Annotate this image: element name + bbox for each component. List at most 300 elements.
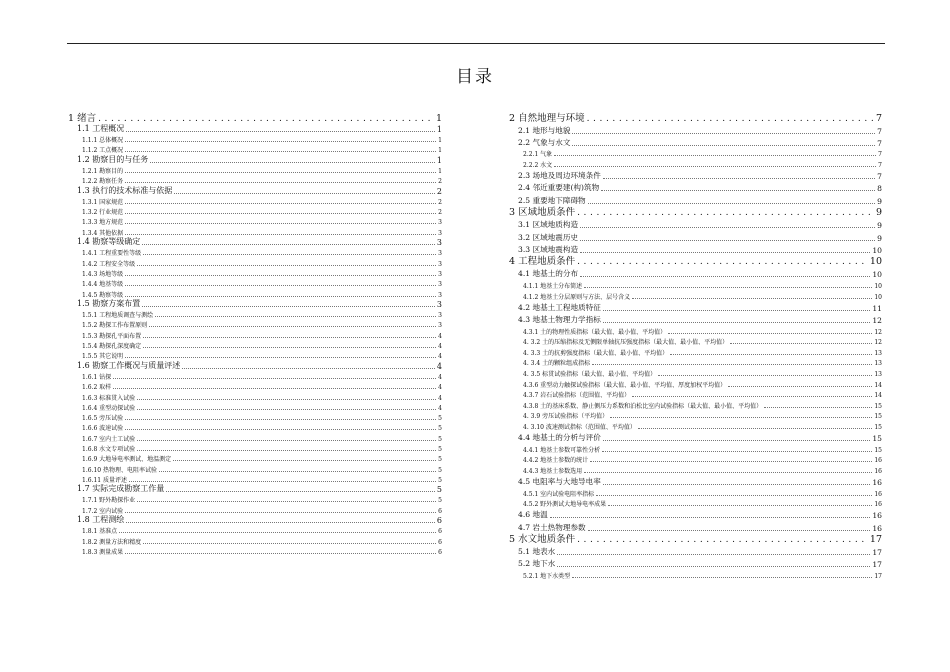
toc-leader-dots [728,386,872,387]
toc-entry[interactable] [68,144,442,154]
toc-entry[interactable] [68,247,442,257]
toc-entry-page: 7 [878,151,882,159]
toc-entry[interactable] [509,255,882,268]
toc-leader-dots [572,145,875,146]
toc-leader-dots [577,257,868,267]
toc-entry-label: 4.3.8 土的基床系数、静止侧压力系数和泊松比室内试验指标（最大值、最小值、平均值） [523,402,763,410]
toc-entry[interactable] [68,402,442,412]
toc-leader-dots [632,298,872,299]
toc-leader-dots [125,512,436,513]
toc-entry-label: 4. 3.5 标贯试验指标（最大值、最小值、平均值） [523,370,657,378]
toc-entry-label: 1.6.1 钻探 [82,373,112,381]
toc-entry-label: 4. 3.10 波速测试指标（范围值、平均值） [523,423,636,431]
toc-entry-label: 1.1.1 总体概况 [82,137,124,145]
toc-entry[interactable] [509,454,882,465]
toc-leader-dots [125,553,436,554]
toc-entry-page: 3 [438,322,442,330]
toc-leader-dots [149,326,436,327]
toc-entry-page: 13 [874,370,882,378]
toc-entry-page: 1 [438,167,442,175]
toc-entry-label: 1.2.1 勘察目的 [82,167,124,175]
toc-entry[interactable] [509,124,882,136]
toc-entry[interactable] [509,431,882,443]
toc-entry[interactable] [509,230,882,242]
toc-leader-dots [577,208,874,218]
toc-entry[interactable] [509,279,882,290]
toc-entry-label: 4.3.6 重型动力触探试验指标（最大值、最小值、平均值、厚度加权平均值） [523,381,727,389]
toc-leader-dots [587,114,874,124]
toc-leader-dots [603,322,870,323]
toc-entry-label: 1.4.3 场地等级 [82,270,124,278]
toc-entry-page: 5 [438,466,442,474]
toc-entry[interactable] [68,504,442,514]
toc-entry[interactable] [68,206,442,216]
toc-leader-dots [159,471,436,472]
toc-leader-dots [638,428,872,429]
toc-entry-label: 2.1 地形与地貌 [518,125,571,135]
toc-entry[interactable] [509,148,882,159]
toc-entry-label: 1.2.2 勘察任务 [82,178,124,186]
toc-entry-label: 4.4 地基土的分析与评价 [518,433,601,443]
toc-leader-dots [137,440,436,441]
toc-entry-page: 6 [438,538,442,546]
toc-leader-dots [550,517,871,518]
toc-entry[interactable] [509,181,882,193]
toc-entry-page: 4 [436,361,442,371]
toc-entry-page: 8 [877,184,882,194]
toc-entry-page: 16 [872,523,882,533]
toc-entry[interactable] [68,391,442,401]
toc-entry-page: 5 [438,446,442,453]
toc-entry-label: 1.1.2 工点概况 [82,147,124,155]
toc-entry-page: 10 [874,293,882,301]
toc-entry-label: 5 水文地质条件 [509,534,576,546]
toc-leader-dots [580,227,875,228]
toc-entry-page: 4 [438,373,442,381]
toc-entry-label: 1.6.4 重型动探试验 [82,404,136,412]
toc-entry-label: 1.6.9 大地导电率测试、地温测定 [82,456,172,464]
toc-left-column [68,111,442,556]
toc-entry[interactable] [68,216,442,226]
toc-leader-dots [173,460,436,461]
toc-leader-dots [137,450,436,451]
toc-entry-page: 7 [875,112,882,124]
toc-entry-page: 10 [874,282,882,290]
toc-entry[interactable] [68,381,442,391]
toc-entry[interactable] [68,422,442,432]
toc-entry-label: 4.5.1 室内试验电阻率指标 [523,490,595,498]
toc-entry-page: 3 [438,281,442,289]
toc-entry-label: 2.5 重要地下障碍物 [518,195,586,205]
toc-entry-page: 16 [874,467,882,475]
toc-entry-label: 1.2 勘察目的与任务 [77,154,149,164]
toc-entry-label: 1.6.10 热物理、电阻率试验 [82,466,157,474]
toc-leader-dots [174,193,435,194]
toc-entry-label: 1.8.2 测量方法和精度 [82,538,142,546]
toc-entry[interactable] [68,124,442,134]
toc-entry-label: 2.2.1 气象 [523,151,553,159]
toc-leader-dots [137,501,436,502]
toc-entry[interactable] [68,226,442,236]
toc-entry-label: 5.1 地表水 [518,547,556,557]
toc-leader-dots [129,481,436,482]
toc-entry-label: 1.5.5 其它说明 [82,353,124,361]
toc-entry-page: 1 [438,147,442,155]
toc-entry[interactable] [509,136,882,148]
toc-entry-page: 9 [877,233,882,243]
toc-leader-dots [125,182,436,183]
toc-entry[interactable] [68,494,442,504]
toc-leader-dots [557,554,870,555]
toc-entry-page: 4 [438,384,442,392]
toc-entry-page: 4 [438,343,442,351]
toc-entry-page: 9 [877,221,882,231]
toc-leader-dots [150,162,435,163]
toc-entry[interactable] [509,569,882,580]
toc-entry[interactable] [509,218,882,230]
toc-entry[interactable] [509,290,882,301]
toc-entry-label: 1.6.3 标准贯入试验 [82,394,136,402]
toc-leader-dots [119,532,436,533]
toc-leader-dots [137,265,436,266]
toc-leader-dots [730,343,872,344]
toc-entry[interactable] [68,257,442,267]
toc-entry[interactable] [509,346,882,357]
toc-entry-page: 5 [438,435,442,443]
toc-leader-dots [125,275,436,276]
toc-entry[interactable] [509,206,882,219]
toc-leader-dots [125,213,436,214]
toc-leader-dots [670,354,872,355]
toc-entry[interactable] [509,545,882,557]
toc-entry-page: 13 [874,360,882,368]
toc-leader-dots [125,296,436,297]
toc-leader-dots [584,472,872,473]
toc-entry-page: 6 [438,528,442,536]
toc-leader-dots [590,461,872,462]
toc-entry[interactable] [68,165,442,175]
toc-entry[interactable] [68,196,442,206]
toc-entry-label: 4. 3.3 土的抗剪强度指标（最大值、最小值、平均值） [523,349,669,357]
toc-leader-dots [764,407,872,408]
toc-entry-label: 2.2 气象与水文 [518,137,571,147]
toc-leader-dots [603,440,870,441]
toc-entry[interactable] [68,443,442,453]
toc-entry-label: 1 绪言 [68,112,97,124]
toc-leader-dots [125,429,436,430]
toc-entry-page: 5 [438,425,442,433]
toc-entry-label: 4.4.2 地基土参数的统计 [523,457,589,465]
toc-entry-label: 1.7 实际完成勘察工作量 [77,484,165,494]
toc-entry-page: 1 [436,124,442,134]
toc-entry[interactable] [509,533,882,546]
toc-entry-page: 17 [872,548,882,558]
toc-entry-page: 7 [877,172,882,182]
toc-entry[interactable] [68,474,442,484]
toc-leader-dots [143,337,436,338]
toc-entry-label: 1.8 工程测绘 [77,515,125,525]
toc-entry[interactable] [68,525,442,535]
toc-leader-dots [603,310,870,311]
toc-entry-label: 4.7 岩土热物理参数 [518,522,586,532]
toc-entry-label: 3.3 区域地震构造 [518,244,579,254]
toc-entry-page: 2 [438,178,442,186]
toc-entry-label: 1.4.1 工程重要性等级 [82,250,142,258]
toc-entry[interactable] [509,487,882,498]
toc-entry-label: 4.5 电阻率与大地导电率 [518,477,601,487]
toc-entry-page: 1 [438,137,442,145]
toc-leader-dots [584,287,872,288]
toc-entry-page: 1 [436,155,442,165]
toc-entry[interactable] [509,243,882,255]
toc-entry-page: 17 [869,534,882,546]
toc-entry-page: 15 [872,434,882,444]
toc-entry-page: 4 [438,353,442,361]
toc-leader-dots [142,306,435,307]
toc-entry-label: 4. 3.9 旁压试验指标（平均值） [523,413,609,421]
toc-entry-page: 7 [877,138,882,148]
toc-entry-label: 2.2.2 水文 [523,162,553,170]
toc-entry-label: 1.3.4 其他依据 [82,229,124,237]
toc-entry[interactable] [68,134,442,144]
toc-entry-label: 2.4 邻近重要建(构)筑物 [518,183,600,193]
toc-entry-label: 3 区域地质条件 [509,207,576,219]
toc-entry-label: 1.4 勘察等级确定 [77,237,141,247]
toc-entry-page: 5 [438,456,442,464]
toc-right-column [509,111,882,580]
toc-leader-dots [98,114,434,124]
toc-entry-page: 3 [438,270,442,278]
toc-entry-label: 1.4.2 工程安全等级 [82,260,136,268]
toc-entry-label: 4.5.2 野外测试大地导电率成果 [523,501,607,509]
toc-entry-label: 1.3.3 地方规范 [82,219,124,227]
toc-leader-dots [155,316,436,317]
toc-entry-page: 1 [435,112,442,124]
toc-leader-dots [602,451,872,452]
toc-entry[interactable] [509,313,882,325]
toc-entry-page: 6 [438,548,442,556]
toc-entry-page: 12 [872,315,882,325]
toc-entry-page: 14 [874,381,882,389]
toc-leader-dots [572,133,875,134]
toc-entry[interactable] [68,546,442,556]
toc-leader-dots [610,417,872,418]
toc-leader-dots [601,190,875,191]
toc-entry[interactable] [509,498,882,509]
toc-entry[interactable] [509,357,882,368]
toc-leader-dots [125,141,436,142]
toc-leader-dots [126,522,435,523]
toc-entry-page: 17 [874,573,882,581]
toc-entry[interactable] [68,237,442,247]
toc-entry[interactable] [68,371,442,381]
toc-leader-dots [143,254,436,255]
toc-entry-page: 6 [438,507,442,515]
toc-entry-page: 15 [874,413,882,421]
toc-entry-label: 1.8.3 测量成果 [82,548,124,556]
toc-entry[interactable] [509,443,882,454]
toc-leader-dots [143,347,436,348]
toc-entry-page: 15 [874,423,882,431]
toc-entry-label: 1.5 勘察方案布置 [77,298,141,308]
toc-entry-label: 1.6.11 质量评述 [82,476,127,484]
toc-leader-dots [143,543,436,544]
toc-entry-label: 3.1 区域地质构造 [518,220,579,230]
toc-entry-label: 1.1 工程概况 [77,123,125,133]
toc-entry-label: 1.6.6 波速试验 [82,425,124,433]
toc-entry-page: 15 [874,402,882,410]
toc-leader-dots [125,234,436,235]
toc-entry-label: 1.5.2 勘探工作布置原则 [82,322,148,330]
toc-leader-dots [113,388,436,389]
toc-leader-dots [603,484,870,485]
toc-entry[interactable] [68,299,442,309]
toc-entry[interactable] [68,309,442,319]
toc-entry[interactable] [509,410,882,421]
toc-entry-page: 16 [874,501,882,509]
toc-entry-page: 5 [438,476,442,484]
toc-entry[interactable] [509,367,882,378]
toc-entry-label: 1.6.8 水文专项试验 [82,446,136,453]
toc-entry[interactable] [509,301,882,313]
toc-entry-page: 16 [874,457,882,465]
toc-leader-dots [572,577,872,578]
header-rule [67,43,885,44]
toc-entry-page: 3 [438,250,442,258]
toc-entry-page: 16 [872,511,882,521]
toc-entry[interactable] [509,158,882,169]
toc-entry[interactable] [68,360,442,370]
toc-entry[interactable] [68,175,442,185]
toc-entry[interactable] [68,463,442,473]
toc-entry-page: 5 [436,485,442,495]
toc-entry-label: 4.3.7 岩石试验指标（范围值、平均值） [523,392,631,400]
toc-leader-dots [632,396,872,397]
toc-leader-dots [125,203,436,204]
toc-entry-label: 1.6.5 旁压试验 [82,415,124,423]
toc-entry-page: 10 [872,270,882,280]
toc-entry-page: 15 [874,446,882,454]
toc-entry[interactable] [68,453,442,463]
toc-entry-page: 2 [436,186,442,196]
toc-entry-label: 4.1.1 地基土分布简述 [523,282,583,290]
toc-entry-page: 13 [874,349,882,357]
toc-leader-dots [166,491,435,492]
toc-entry-page: 3 [438,291,442,299]
toc-entry-page: 7 [877,126,882,136]
toc-leader-dots [668,333,872,334]
toc-leader-dots [182,368,435,369]
toc-entry-page: 5 [438,415,442,423]
toc-entry[interactable] [509,557,882,569]
toc-leader-dots [125,357,436,358]
toc-entry-label: 1.3.1 国家规范 [82,198,124,206]
toc-entry-label: 1.3.2 行业规范 [82,209,124,217]
toc-entry-page: 3 [438,312,442,320]
toc-entry[interactable] [509,508,882,520]
toc-entry-label: 4.4.1 地基土参数可靠性分析 [523,446,601,454]
toc-entry[interactable] [68,484,442,494]
toc-entry-page: 2 [438,198,442,206]
toc-entry[interactable] [68,268,442,278]
toc-leader-dots [588,530,871,531]
toc-entry-page: 3 [438,229,442,237]
toc-entry[interactable] [68,535,442,545]
toc-entry[interactable] [509,399,882,410]
toc-entry[interactable] [509,193,882,205]
toc-entry[interactable] [509,464,882,475]
toc-leader-dots [126,131,435,132]
toc-entry[interactable] [509,520,882,532]
toc-entry-label: 2 自然地理与环境 [509,112,585,124]
toc-entry[interactable] [68,412,442,422]
toc-leader-dots [554,166,876,167]
toc-entry-label: 1.6.2 取样 [82,384,112,392]
toc-leader-dots [125,223,436,224]
toc-entry-label: 5.2.1 地下水类型 [523,573,571,581]
toc-entry[interactable] [509,378,882,389]
toc-entry-page: 9 [875,207,882,219]
toc-entry[interactable] [68,154,442,164]
toc-leader-dots [557,566,870,567]
toc-entry[interactable] [68,185,442,195]
toc-leader-dots [125,419,436,420]
toc-entry[interactable] [68,288,442,298]
toc-leader-dots [592,364,872,365]
toc-entry[interactable] [68,319,442,329]
toc-entry-label: 4.6 地温 [518,510,548,520]
toc-entry-label: 1.4.5 勘察等级 [82,291,124,299]
toc-entry[interactable] [509,389,882,400]
toc-entry-label: 5.2 地下水 [518,559,556,569]
toc-entry[interactable] [509,111,882,124]
toc-entry-page: 3 [436,238,442,248]
toc-entry[interactable] [68,350,442,360]
toc-entry-label: 4 工程地质条件 [509,256,576,268]
toc-entry-page: 9 [877,196,882,206]
toc-leader-dots [137,399,436,400]
toc-leader-dots [577,535,868,545]
toc-entry[interactable] [68,278,442,288]
toc-entry-label: 1.8.1 基准点 [82,528,118,536]
toc-entry[interactable] [509,336,882,347]
toc-entry[interactable] [68,432,442,442]
toc-entry[interactable] [68,329,442,339]
toc-leader-dots [658,375,872,376]
toc-entry-page: 12 [874,339,882,347]
toc-entry-page: 14 [874,392,882,400]
toc-entry[interactable] [509,325,882,336]
toc-entry[interactable] [509,420,882,431]
toc-leader-dots [142,244,435,245]
toc-entry[interactable] [509,267,882,279]
toc-leader-dots [137,409,436,410]
toc-entry-page: 5 [438,497,442,505]
toc-leader-dots [596,495,872,496]
toc-entry-page: 10 [872,245,882,255]
toc-entry-page: 6 [436,516,442,526]
toc-entry-page: 3 [438,260,442,268]
toc-leader-dots [580,276,870,277]
toc-entry-page: 2 [438,209,442,217]
toc-entry-page: 16 [872,478,882,488]
toc-entry[interactable] [68,340,442,350]
toc-entry[interactable] [509,475,882,487]
toc-entry[interactable] [68,515,442,525]
toc-entry[interactable] [509,169,882,181]
toc-entry-label: 1.5.4 勘探孔深度确定 [82,343,142,351]
toc-entry[interactable] [68,111,442,124]
